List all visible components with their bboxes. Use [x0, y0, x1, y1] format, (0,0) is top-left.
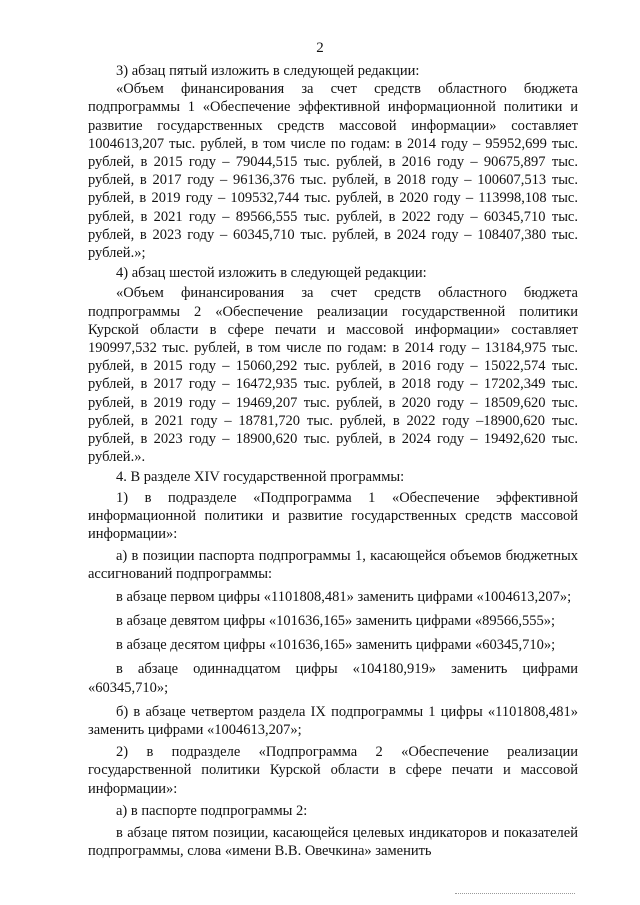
paragraph: «Объем финансирования за счет средств областного бюджета подпрограммы 2 «Обеспечение реализации государственной политики Курской области в сфере печати и массовой информации» составляет 190997,532 тыс. рублей, в том числе по годам: в 2014 году – 13184,975 тыс. рублей, в 2015 году – 15060,292 тыс. рублей, в 2016 году – 15022,574 тыс. рублей, в 2017 году – 16472,935 тыс. рублей, в 2018 году – 17202,349 тыс. рублей, в 2019 году – 19469,207 тыс. рублей, в 2020 году – 18509,620 тыс. рублей, в 2021 году – 18781,720 тыс. рублей, в 2022 году –18900,620 тыс. рублей, в 2023 году – 18900,620 тыс. рублей, в 2024 году – 19492,620 тыс. рублей.». — [88, 285, 578, 466]
paragraph: 1) в подразделе «Подпрограмма 1 «Обеспечение эффективной информационной политики и развитие государственных средств массовой информации»: — [88, 489, 578, 543]
paragraph: в абзаце девятом цифры «101636,165» заменить цифрами «89566,555»; — [116, 612, 556, 629]
scan-artifact-line — [455, 893, 575, 895]
paragraph: 4) абзац шестой изложить в следующей редакции: — [116, 265, 427, 282]
paragraph: в абзаце одиннадцатом цифры «104180,919» заменить цифрами «60345,710»; — [88, 661, 578, 696]
paragraph: «Объем финансирования за счет средств областного бюджета подпрограммы 1 «Обеспечение эффективной информационной политики и развитие государственных средств массовой информации» составляет 1004613,207 тыс. рублей, в том числе по годам: в 2014 году – 95952,699 тыс. рублей, в 2015 году – 79044,515 тыс. рублей, в 2016 году – 90675,897 тыс. рублей, в 2017 году – 96136,376 тыс. рублей, в 2018 году – 100607,513 тыс. рублей, в 2019 году – 109532,744 тыс. рублей, в 2020 году – 113998,108 тыс. рублей, в 2021 году – 89566,555 тыс. рублей, в 2022 году – 60345,710 тыс. рублей, в 2023 году – 60345,710 тыс. рублей, в 2024 году – 108407,380 тыс. рублей.»; — [88, 81, 578, 262]
paragraph: 3) абзац пятый изложить в следующей редакции: — [116, 63, 420, 79]
paragraph: в абзаце пятом позиции, касающейся целевых индикаторов и показателей подпрограммы, слова «имени В.В. Овечкина» заменить — [88, 824, 578, 860]
paragraph: в абзаце первом цифры «1101808,481» заменить цифрами «1004613,207»; — [116, 588, 572, 605]
page-number: 2 — [316, 40, 324, 56]
paragraph: а) в позиции паспорта подпрограммы 1, касающейся объемов бюджетных ассигнований подпрограммы: — [88, 548, 578, 583]
document-body — [88, 62, 578, 860]
paragraph: б) в абзаце четвертом раздела IX подпрограммы 1 цифры «1101808,481» заменить цифрами «1004613,207»; — [88, 703, 578, 738]
paragraph: в абзаце десятом цифры «101636,165» заменить цифрами «60345,710»; — [116, 637, 556, 654]
paragraph: 2) в подразделе «Подпрограмма 2 «Обеспечение реализации государственной политики Курской области в сфере печати и массовой информации»: — [88, 744, 578, 797]
paragraph: 4. В разделе XIV государственной программы: — [116, 469, 405, 486]
paragraph: а) в паспорте подпрограммы 2: — [116, 802, 308, 819]
